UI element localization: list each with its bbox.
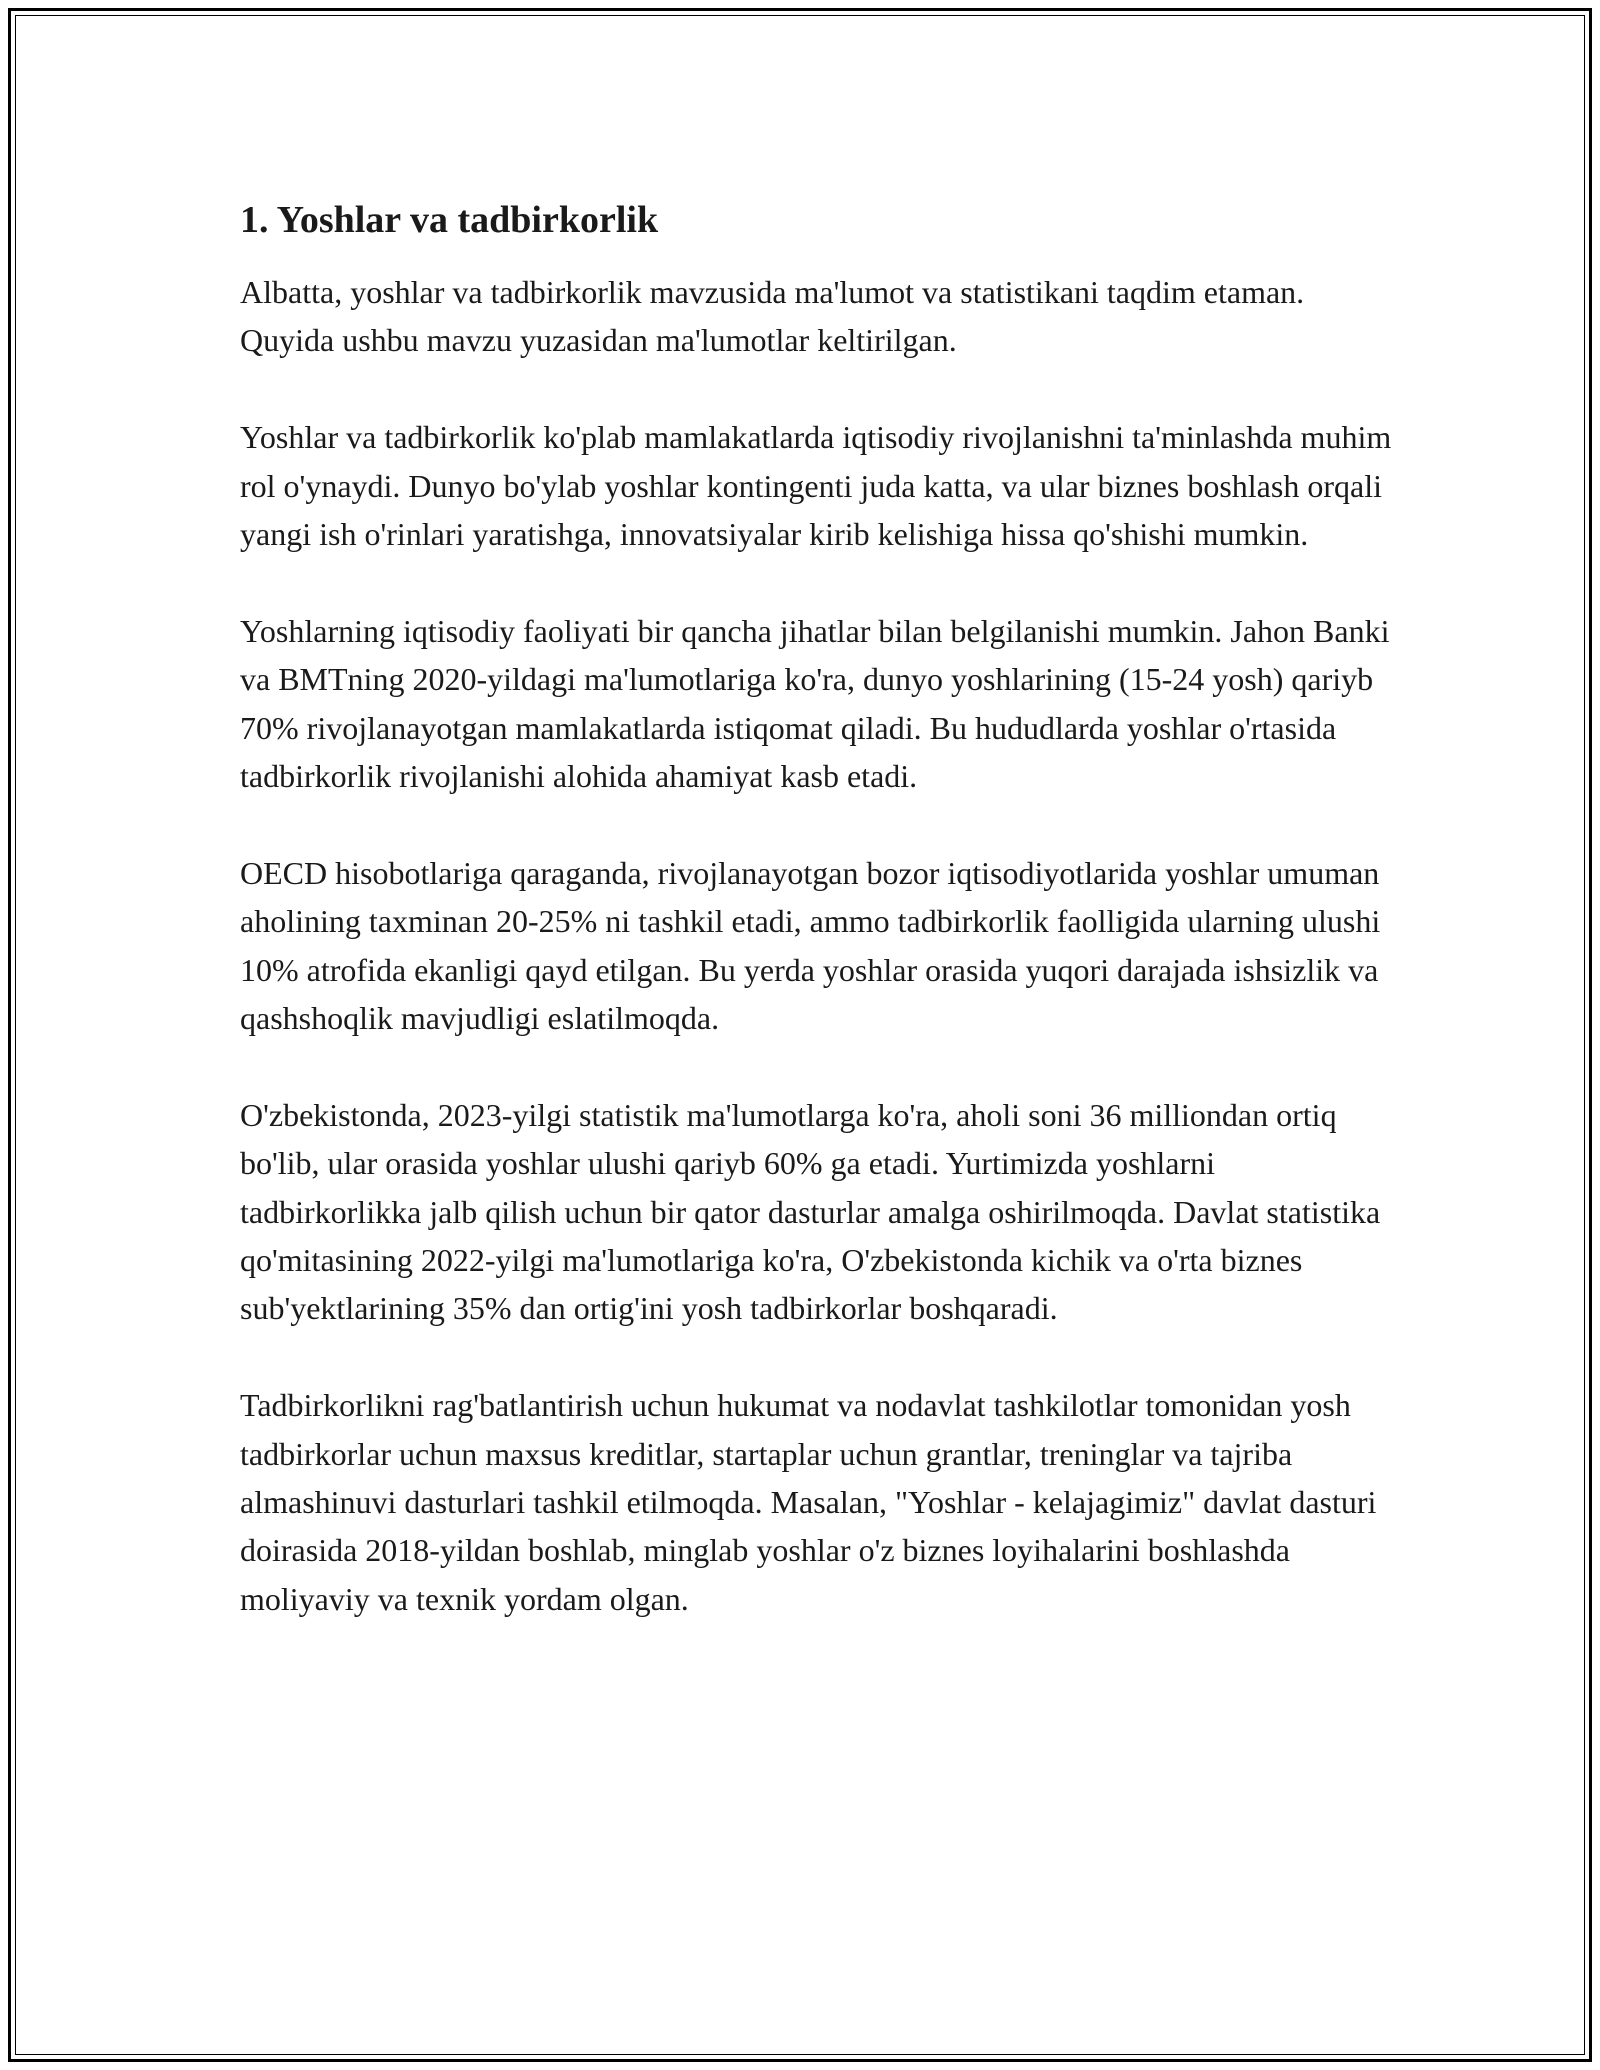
paragraph-intro: Albatta, yoshlar va tadbirkorlik mavzusida ma'lumot va statistikani taqdim etaman. Quyida ushbu mavzu yuzasidan ma'lumotlar keltirilgan. — [240, 274, 1305, 359]
paragraph-world-statistics: Yoshlarning iqtisodiy faoliyati bir qancha jihatlar bilan belgilanishi mumkin. Jahon Banki va BMTning 2020-yildagi ma'lumotlariga ko'ra, dunyo yoshlarining (15-24 yosh) qariyb 70% rivojlanayotgan mamlakatlarda istiqomat qiladi. Bu hududlarda yoshlar o'rtasida tadbirkorlik rivojlanishi alohida ahamiyat kasb etadi. — [240, 612, 1390, 795]
document-body — [240, 196, 1400, 1672]
paragraph-economic-role: Yoshlar va tadbirkorlik ko'plab mamlakatlarda iqtisodiy rivojlanishni ta'minlashda muhim rol o'ynaydi. Dunyo bo'ylab yoshlar kontingenti juda katta, va ular biznes boshlash orqali yangi ish o'rinlari yaratishga, innovatsiyalar kirib kelishiga hissa qo'shishi mumkin. — [240, 419, 1392, 553]
page-border — [8, 8, 1592, 2062]
section-heading: 1. Yoshlar va tadbirkorlik — [240, 199, 659, 241]
paragraph-support-programs: Tadbirkorlikni rag'batlantirish uchun hukumat va nodavlat tashkilotlar tomonidan yosh tadbirkorlar uchun maxsus kreditlar, startaplar uchun grantlar, treninglar va tajriba almashinuvi dasturlari tashkil etilmoqda. Masalan, "Yoshlar - kelajagimiz" davlat dasturi doirasida 2018-yildan boshlab, minglab yoshlar o'z biznes loyihalarini boshlashda moliyaviy va texnik yordam olgan. — [240, 1387, 1377, 1617]
paragraph-uzbekistan: O'zbekistonda, 2023-yilgi statistik ma'lumotlarga ko'ra, aholi soni 36 milliondan ortiq bo'lib, ular orasida yoshlar ulushi qariyb 60% ga etadi. Yurtimizda yoshlarni tadbirkorlikka jalb qilish uchun bir qator dasturlar amalga oshirilmoqda. Davlat statistika qo'mitasining 2022-yilgi ma'lumotlariga ko'ra, O'zbekistonda kichik va o'rta biznes sub'yektlarining 35% dan ortig'ini yosh tadbirkorlar boshqaradi. — [240, 1096, 1381, 1327]
page-border-inner — [15, 15, 1585, 2055]
paragraph-oecd: OECD hisobotlariga qaraganda, rivojlanayotgan bozor iqtisodiyotlarida yoshlar umuman aholining taxminan 20-25% ni tashkil etadi, ammo tadbirkorlik faolligida ularning ulushi 10% atrofida ekanligi qayd etilgan. Bu yerda yoshlar orasida yuqori darajada ishsizlik va qashshoqlik mavjudligi eslatilmoqda. — [240, 854, 1381, 1037]
